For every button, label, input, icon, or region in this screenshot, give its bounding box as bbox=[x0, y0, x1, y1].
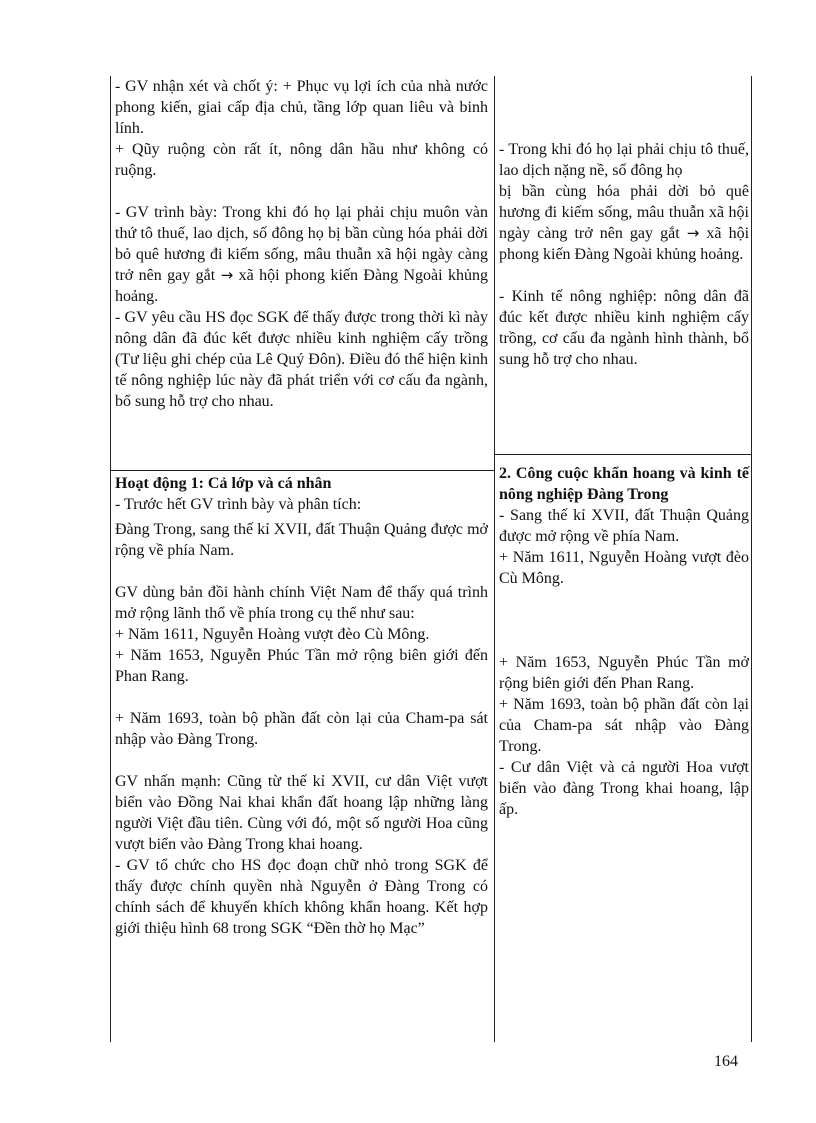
left-cell-upper bbox=[115, 76, 488, 412]
text-block: Đàng Trong, sang thế kỉ XVII, đất Thuận Quảng được mở rộng về phía Nam. bbox=[115, 521, 488, 559]
text-block: - Trong khi đó họ lại phải chịu tô thuế, lao dịch nặng nề, số đông họ bbox=[499, 141, 749, 179]
text-block: - Trước hết GV trình bày và phân tích: bbox=[115, 496, 362, 513]
left-row-divider bbox=[110, 470, 494, 471]
text-block: - GV nhận xét và chốt ý: + Phục vụ lợi ích của nhà nước phong kiến, giai cấp địa chủ, tầng lớp quan liêu và binh lính. bbox=[115, 78, 488, 137]
text-block: + Năm 1693, toàn bộ phần đất còn lại của Cham-pa sát nhập vào Đàng Trong. bbox=[115, 710, 488, 748]
text-block: - Sang thế kỉ XVII, đất Thuận Quảng được mở rộng về phía Nam. bbox=[499, 507, 749, 545]
text-block: + Năm 1693, toàn bộ phần đất còn lại của Cham-pa sát nhập vào Đàng Trong. bbox=[499, 696, 749, 755]
text-block: + Năm 1653, Nguyễn Phúc Tần mở rộng biên giới đến Phan Rang. bbox=[115, 647, 488, 685]
right-row-divider bbox=[494, 454, 752, 455]
right-cell-lower bbox=[499, 463, 749, 820]
arrow-right-icon: → bbox=[686, 224, 700, 242]
text-block: + Năm 1611, Nguyễn Hoàng vượt đèo Cù Mông. bbox=[115, 626, 430, 643]
text-block: + Qũy ruộng còn rất ít, nông dân hầu như không có ruộng. bbox=[115, 141, 488, 179]
column-divider bbox=[494, 76, 495, 1042]
table-left-border bbox=[110, 76, 111, 1042]
right-cell-upper bbox=[499, 139, 749, 370]
left-cell-lower bbox=[115, 473, 488, 939]
text-block: GV nhấn mạnh: Cũng từ thế kỉ XVII, cư dân Việt vượt biển vào Đồng Nai khai khẩn đất hoang lập những làng người Việt đầu tiên. Cùng với đó, một số người Hoa cũng vượt biển vào Đàng Trong khai hoang. bbox=[115, 773, 488, 853]
arrow-right-icon: → bbox=[220, 266, 234, 284]
text-block: - GV tổ chức cho HS đọc đoạn chữ nhỏ trong SGK để thấy được chính quyền nhà Nguyễn ở Đàng Trong có chính sách để khuyến khích không khẩn hoang. Kết hợp giới thiệu hình 68 trong SGK “Đền thờ họ Mạc” bbox=[115, 857, 488, 937]
text-block: + Năm 1653, Nguyễn Phúc Tần mở rộng biên giới đến Phan Rang. bbox=[499, 654, 749, 692]
text-block: bị bần cùng hóa phải dời bỏ quê hương đi kiếm sống, mâu thuẫn xã hội ngày càng trở nên gay gắt → xã hội phong kiến Đàng Ngoài khủng hoảng. bbox=[499, 183, 750, 263]
page-number: 164 bbox=[714, 1053, 738, 1070]
text-block: - GV trình bày: Trong khi đó họ lại phải chịu muôn vàn thứ tô thuế, lao dịch, số đông họ bị bần cùng hóa phải dời bỏ quê hương đi kiếm sống, mâu thuẫn xã hội ngày càng trở nên gay gắt → xã hội phong kiến Đàng Ngoài khủng hoảng. bbox=[115, 204, 489, 305]
text-block: GV dùng bản đồi hành chính Việt Nam để thấy quá trình mở rộng lãnh thổ về phía trong cụ thể như sau: bbox=[115, 584, 488, 622]
content-table bbox=[110, 76, 752, 1042]
text-block: - GV yêu cầu HS đọc SGK để thấy được trong thời kì này nông dân đã đúc kết được nhiều kinh nghiệm cấy trồng (Tư liệu ghi chép của Lê Quý Đôn). Điều đó thể hiện kinh tế nông nghiệp lúc này đã phát triển với cơ cấu đa ngành, bổ sung hỗ trợ cho nhau. bbox=[115, 309, 488, 410]
table-right-border bbox=[751, 76, 752, 1042]
activity-heading: Hoạt động 1: Cả lớp và cá nhân bbox=[115, 475, 332, 492]
text-block: - Kinh tế nông nghiệp: nông dân đã đúc kết được nhiều kinh nghiệm cấy trồng, cơ cấu đa ngành hình thành, bổ sung hỗ trợ cho nhau. bbox=[499, 288, 749, 368]
text-block: - Cư dân Việt và cả người Hoa vượt biển vào đàng Trong khai hoang, lập ấp. bbox=[499, 759, 749, 818]
text-block: + Năm 1611, Nguyễn Hoàng vượt đèo Cù Mông. bbox=[499, 549, 749, 587]
section-heading: 2. Công cuộc khẩn hoang và kinh tế nông nghiệp Đàng Trong bbox=[499, 465, 749, 503]
